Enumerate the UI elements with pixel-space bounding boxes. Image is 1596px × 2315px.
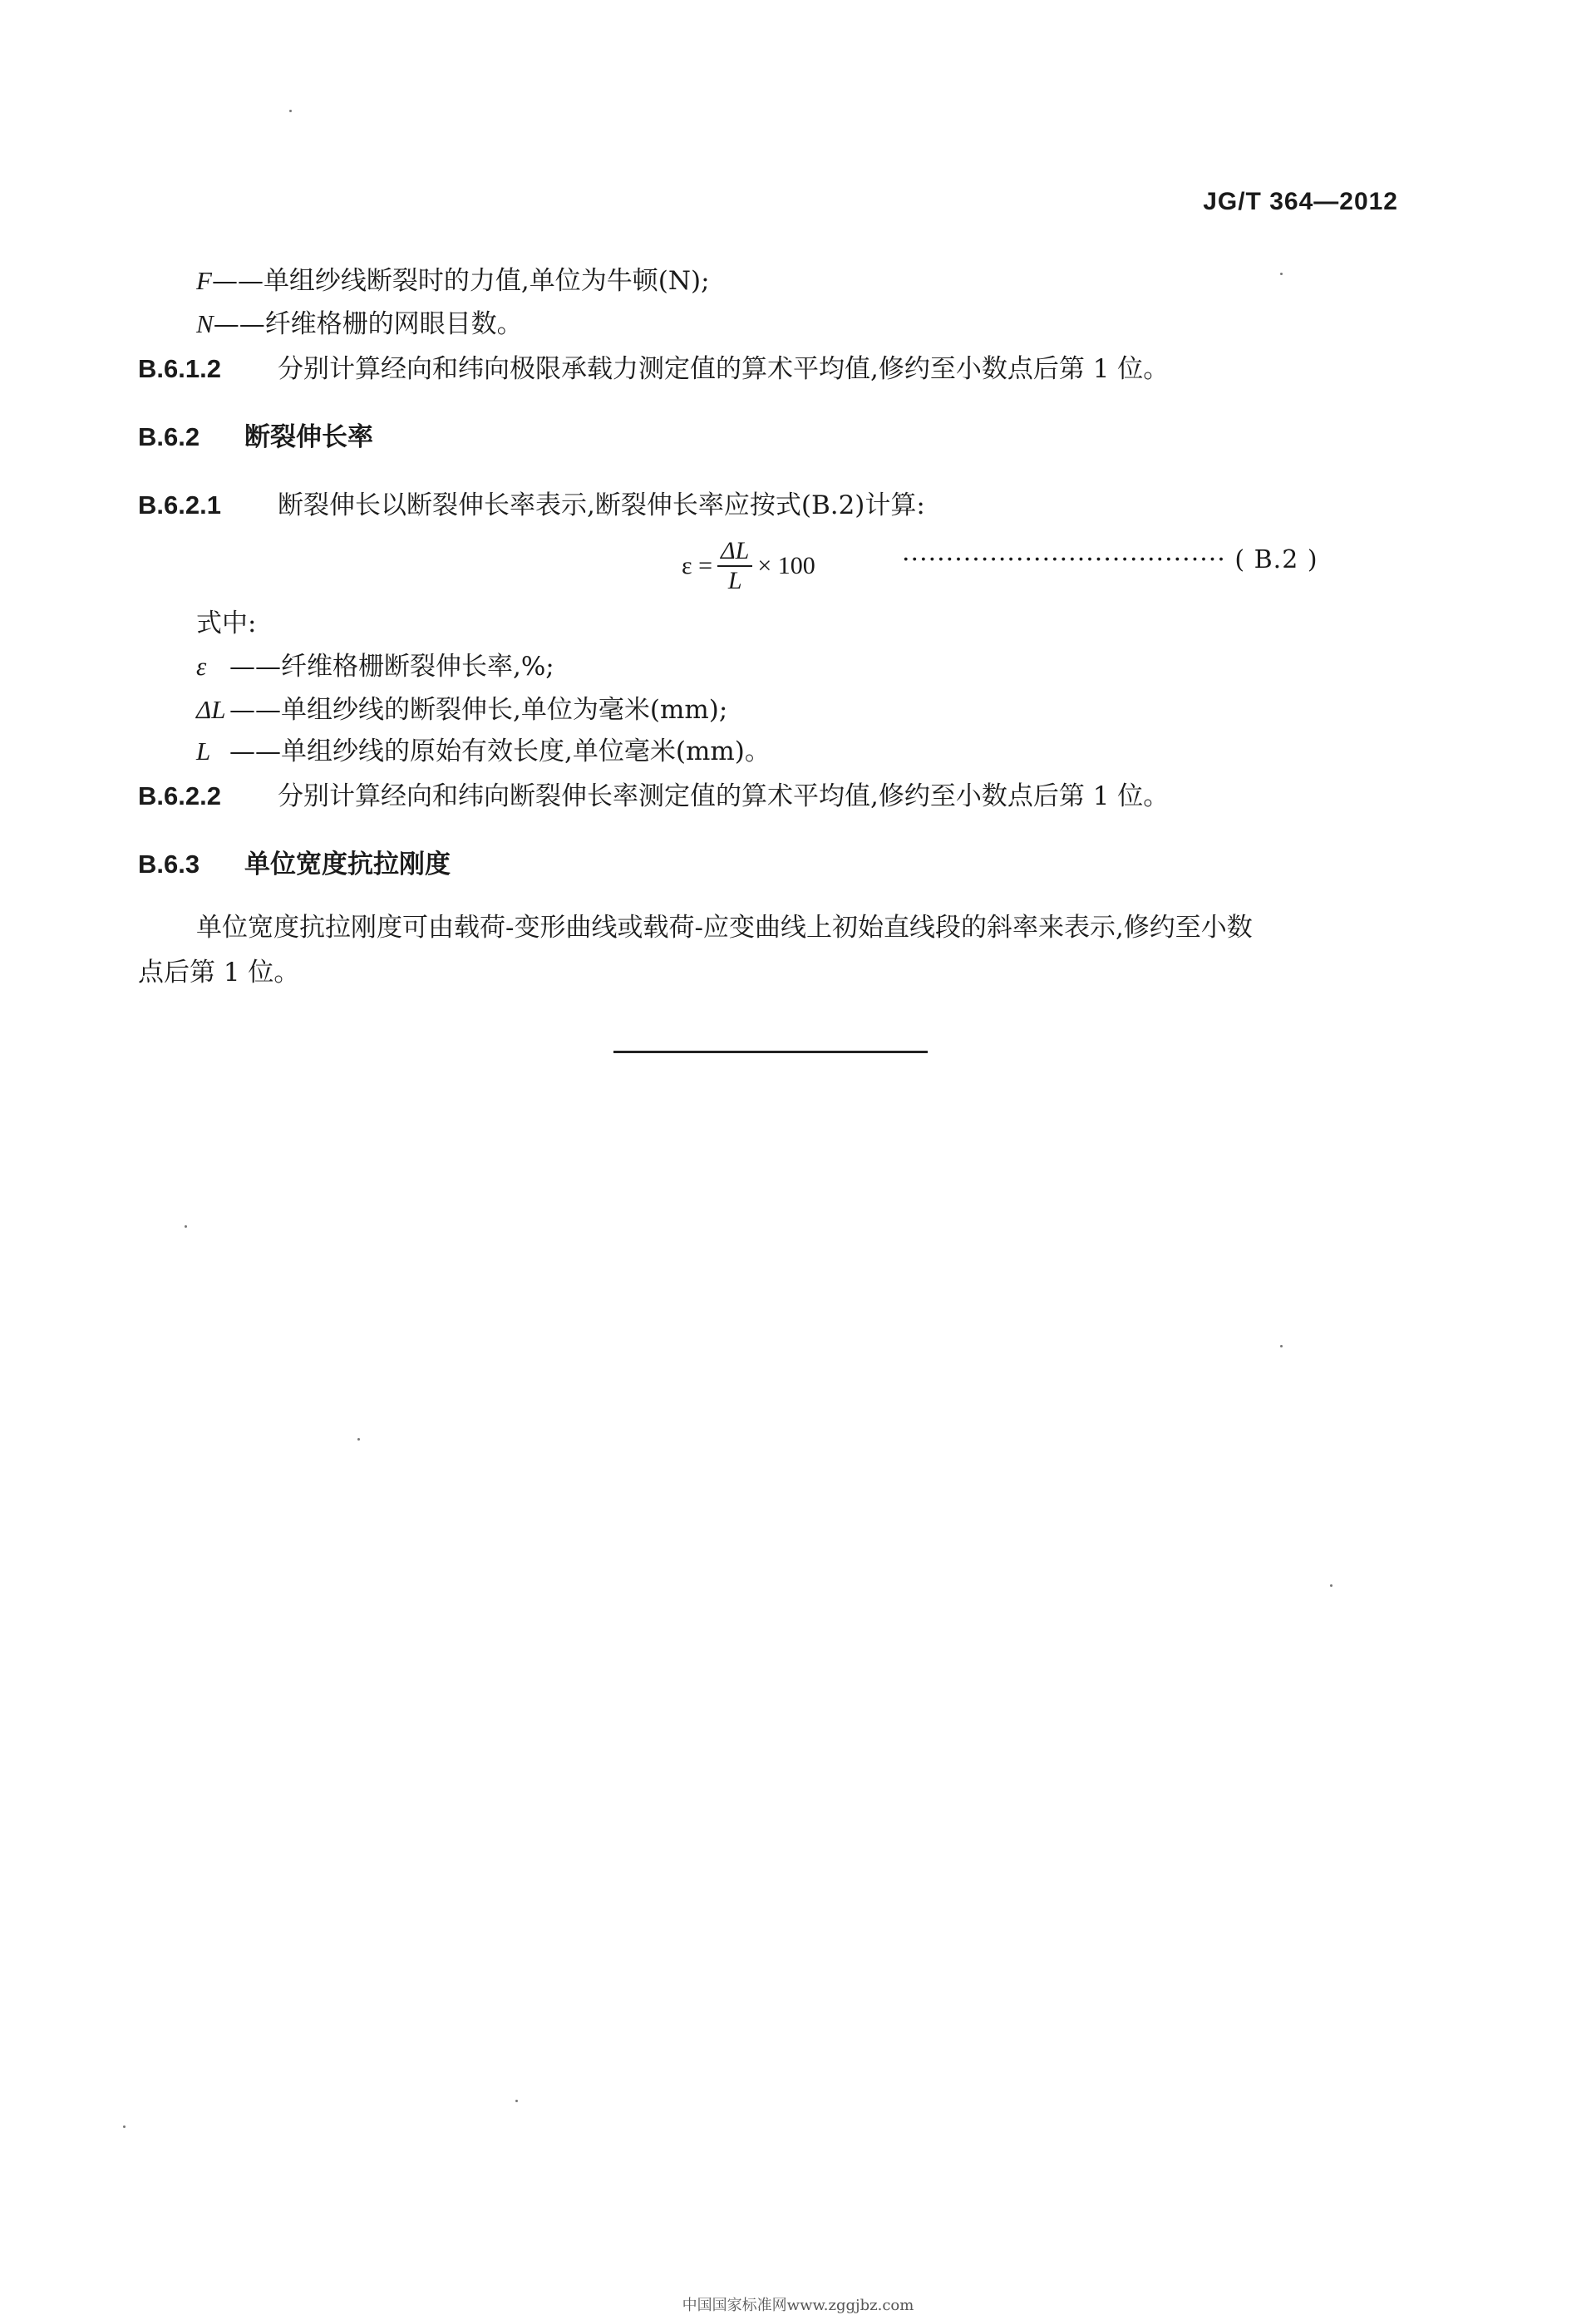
section-title: 断裂伸长率	[244, 422, 373, 452]
formula-leader-and-label	[902, 545, 1318, 574]
definition-symbol: ΔL	[196, 695, 226, 724]
clause-text: 分别计算经向和纬向极限承载力测定值的算术平均值,修约至小数点后第 1 位。	[278, 354, 1170, 384]
clause-number: B.6.1.2	[138, 354, 221, 383]
document-code: JG/T 364—2012	[1203, 188, 1398, 215]
where-label: 式中:	[196, 608, 257, 638]
end-rule	[613, 1051, 928, 1053]
definition-text: ——纤维格栅断裂伸长率,%;	[229, 652, 554, 682]
scan-speck	[1280, 1345, 1283, 1347]
formula-denominator: L	[727, 567, 742, 594]
scan-speck	[1280, 273, 1283, 275]
clause-b6-2-2	[138, 780, 1169, 813]
scan-speck	[185, 1225, 187, 1228]
clause-b6-1-2	[138, 352, 1169, 386]
scan-speck	[289, 110, 292, 112]
definition-symbol: ε	[196, 652, 207, 681]
definition-delta-l	[196, 693, 727, 727]
clause-b6-2-1	[138, 489, 925, 522]
definition-text: ——纤维格栅的网眼目数。	[213, 309, 523, 339]
section-title: 单位宽度抗拉刚度	[244, 850, 451, 879]
definition-symbol: L	[196, 736, 211, 766]
clause-text: 断裂伸长以断裂伸长率表示,断裂伸长率应按式(B.2)计算:	[278, 490, 925, 520]
formula-numerator: ΔL	[717, 537, 752, 567]
formula-b2	[682, 537, 815, 595]
clause-number: B.6.2.2	[138, 781, 221, 810]
definition-text: ——单组纱线的原始有效长度,单位毫米(mm)。	[229, 736, 771, 766]
formula-fraction	[717, 537, 752, 595]
definition-f	[196, 264, 710, 298]
formula-rhs: × 100	[757, 552, 815, 579]
formula-leader: ·····································	[902, 545, 1226, 574]
formula-label: ( B.2 )	[1234, 545, 1318, 574]
paragraph-b6-3-line-1: 单位宽度抗拉刚度可由载荷-变形曲线或载荷-应变曲线上初始直线段的斜率来表示,修约至小数	[196, 913, 1253, 943]
section-heading-b6-2	[138, 421, 373, 454]
definition-text: ——单组纱线断裂时的力值,单位为牛顿(N);	[211, 266, 710, 296]
definition-symbol: F	[196, 266, 212, 295]
definition-n	[196, 308, 523, 341]
footer-watermark: 中国国家标准网www.zggjbz.com	[682, 2297, 914, 2314]
section-number: B.6.3	[138, 850, 200, 879]
section-number: B.6.2	[138, 422, 200, 451]
definition-symbol: N	[196, 309, 214, 338]
definition-l	[196, 735, 771, 768]
scan-speck	[1330, 1584, 1332, 1587]
definition-epsilon	[196, 650, 554, 683]
section-heading-b6-3	[138, 848, 451, 881]
formula-lhs: ε =	[682, 552, 713, 579]
scan-speck	[123, 2125, 126, 2128]
scan-speck	[357, 1438, 360, 1441]
definition-text: ——单组纱线的断裂伸长,单位为毫米(mm);	[229, 695, 728, 725]
scan-speck	[515, 2100, 518, 2102]
clause-number: B.6.2.1	[138, 490, 221, 520]
clause-text: 分别计算经向和纬向断裂伸长率测定值的算术平均值,修约至小数点后第 1 位。	[278, 781, 1170, 811]
paragraph-b6-3-line-2: 点后第 1 位。	[138, 958, 300, 988]
